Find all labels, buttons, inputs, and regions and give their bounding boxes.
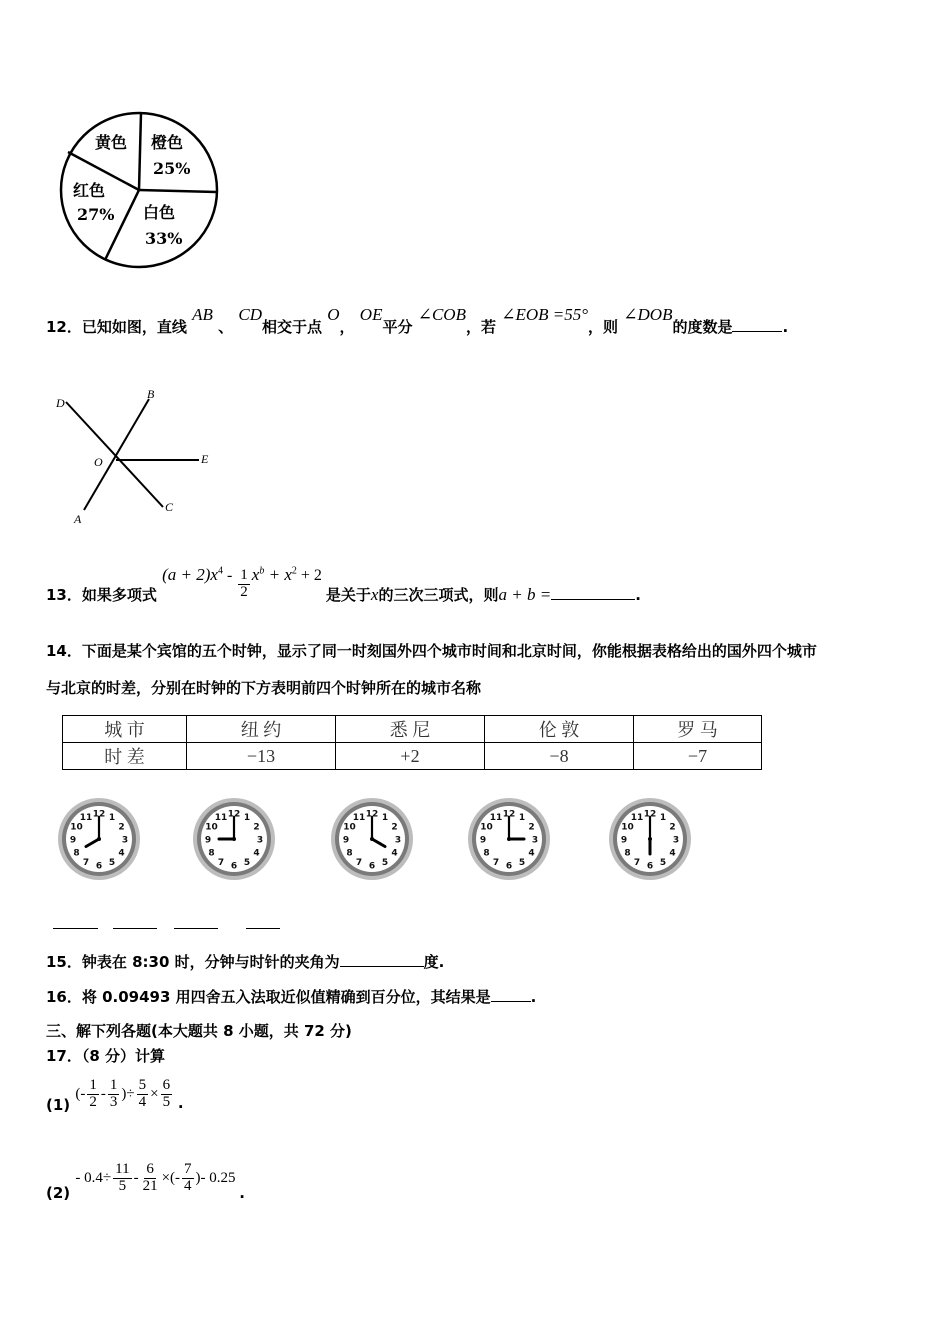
question-15 [46,951,444,972]
q17-p1-frac-4 [161,1078,173,1111]
q17-p2-f3-den: 4 [184,1177,192,1194]
section-3-heading: 三、解下列各题(本大题共 8 小题，共 72 分) [46,1022,352,1040]
q17-p1-f1-den: 2 [89,1093,97,1110]
clock-number: 11 [79,813,93,823]
table-cell-sydney: 悉 尼 [336,716,485,743]
q17-p1-end: . [177,1093,184,1112]
clock-center [370,837,374,841]
q15-number: 15． [46,953,82,971]
table-cell-newyork: 纽 约 [187,716,336,743]
clock-number: 1 [518,813,526,823]
clock-number: 9 [342,835,350,846]
clock-1 [55,795,143,883]
clock-number: 5 [108,858,116,868]
clock-number: 6 [230,861,238,872]
q16-number: 16． [46,988,82,1006]
q12-angle-dob: ∠DOB [623,305,673,324]
clock-number: 10 [621,822,634,833]
q17-p2-f1-num: 11 [115,1161,130,1177]
q17-p2-pre: - 0.4÷ [75,1169,112,1186]
q13-var-x: x [370,584,379,604]
q12-ray-oe: OE [359,305,383,324]
q13-polynomial [162,564,326,600]
clock-number: 8 [346,848,353,859]
clock-number: 5 [518,858,526,868]
clock-center [232,837,236,841]
clock-number: 12 [365,809,379,820]
q17-p1-expression [75,1077,177,1110]
q16-answer-blank [491,987,531,1002]
timezone-table [62,715,762,770]
q17-p2-expression [75,1161,239,1194]
q17-p2-label: (2) [46,1183,71,1202]
table-cell-rome: 罗 马 [634,716,762,743]
table-cell-london: 伦 敦 [485,716,634,743]
q17-p1-f3-num: 5 [138,1077,147,1093]
q17-p1-frac-1 [87,1078,99,1111]
label-c: C [165,500,174,514]
q17-p2-f2-den: 21 [142,1177,158,1194]
q17-p1-frac-3 [137,1078,149,1111]
pie-label-white: 白色 [143,203,176,222]
table-cell-diff-header: 时 差 [63,743,187,770]
question-16 [46,986,536,1007]
clock-number: 8 [208,848,215,859]
q12-end: . [782,318,789,336]
q14-line-1: 14．下面是某个宾馆的五个时钟，显示了同一时刻国外四个城市时间和北京时间，你能根据表格给出的国外四个城市 [46,642,817,660]
pie-percent-red: 27% [77,205,115,224]
clock-number: 9 [204,835,212,846]
clock-number: 4 [391,848,398,859]
clock-number: 4 [669,848,676,859]
q15-answer-blank [340,952,424,967]
clock-number: 7 [355,858,363,868]
clock-number: 11 [352,813,366,823]
q17-p2-minus: - [133,1169,139,1186]
clock-number: 3 [672,835,680,846]
q13-x-b: x [251,564,260,584]
clock-number: 3 [394,835,402,846]
clock-number: 2 [669,822,676,833]
q17-p2-f1-den: 5 [118,1177,127,1194]
clock-4 [465,795,553,883]
q13-frac-num: 1 [240,567,248,583]
clock-number: 10 [343,822,356,833]
clock-number: 12 [92,809,106,820]
table-cell-rome-diff: −7 [634,743,762,770]
clock-number: 4 [528,848,535,859]
pie-label-orange: 橙色 [151,133,184,152]
q17-p1-times: × [150,1085,159,1102]
q12-text-1: 已知如图，直线 [81,318,187,336]
clock-number: 1 [381,813,389,823]
q17-p1-open: (- [75,1085,86,1102]
q12-angle-cob: ∠COB [417,305,466,324]
q17-p1-f2-den: 3 [109,1093,118,1110]
q17-p1-f1-num: 1 [89,1077,97,1093]
q17-part-2 [46,1161,245,1202]
q13-exp-b: b [259,565,265,577]
q12-text-4: ，若 [465,318,496,336]
q13-expr-a: (a + 2)x [162,564,218,584]
question-13 [46,560,641,604]
clock-number: 10 [480,822,493,833]
q17-p2-post: )- 0.25 [195,1169,236,1186]
table-cell-newyork-diff: −13 [187,743,336,770]
q12-sep: 、 [218,318,234,336]
q13-a-plus-b: a + b = [498,584,552,604]
label-d: D [56,396,65,410]
q17-p1-close: )÷ [121,1085,135,1102]
q13-number: 13． [46,585,82,604]
q17-p1-f4-num: 6 [162,1077,171,1093]
q13-text-2: 是关于 [325,585,371,604]
clock-center [97,837,101,841]
clock-number: 2 [391,822,398,833]
q17-p2-frac-3 [182,1162,194,1195]
clock-number: 2 [118,822,125,833]
q13-frac-den: 2 [240,583,248,600]
q13-exp-2: 2 [291,565,297,577]
q17-p1-f4-den: 5 [162,1093,171,1110]
clock-number: 2 [528,822,535,833]
clock-number: 9 [620,835,628,846]
geometry-diagram [50,385,225,530]
q13-plus-x: + x [264,564,292,584]
clock-number: 10 [205,822,218,833]
q12-line-cd: CD [238,305,263,324]
q13-text-1: 如果多项式 [81,585,157,604]
label-o: O [94,455,103,469]
q14-line-2: 与北京的时差，分别在时钟的下方表明前四个时钟所在的城市名称 [46,679,482,697]
q12-text-3: 平分 [382,318,413,336]
q17-title: 17．（8 分）计算 [46,1047,166,1065]
clock-number: 7 [217,858,225,868]
q17-p2-frac-2 [141,1162,160,1195]
q13-fraction [238,568,250,601]
pie-label-red: 红色 [73,181,106,200]
clock-2 [190,795,278,883]
q12-number: 12． [46,318,82,336]
line-dc [66,402,163,507]
q12-text-6: 的度数是 [672,318,733,336]
q17-p1-f3-den: 4 [138,1093,147,1110]
q12-line-ab: AB [192,305,213,324]
clock-number: 7 [633,858,641,868]
clock-center [648,837,652,841]
q17-p2-frac-1 [113,1162,131,1195]
q17-p1-frac-2 [108,1078,120,1111]
table-cell-london-diff: −8 [485,743,634,770]
clock-answer-blank-2 [113,928,157,929]
q12-text-2: 相交于点 [262,318,323,336]
q17-p1-f2-num: 1 [109,1077,118,1093]
clock-center [507,837,511,841]
clock-number: 12 [643,809,657,820]
clock-number: 12 [502,809,516,820]
clock-number: 4 [253,848,260,859]
clock-number: 6 [368,861,376,872]
pie-percent-orange: 25% [153,159,191,178]
clock-number: 6 [505,861,513,872]
clock-number: 4 [118,848,125,859]
q17-part-1 [46,1077,184,1114]
clock-number: 6 [95,861,103,872]
clock-answer-blank-4 [246,928,280,929]
clock-number: 8 [624,848,631,859]
q16-text-2: . [530,988,537,1006]
clock-number: 3 [121,835,129,846]
q13-minus: - [222,566,237,584]
clock-number: 6 [646,861,654,872]
clock-3 [328,795,416,883]
q13-exp-4: 4 [217,565,223,577]
q17-p2-f3-num: 7 [184,1161,192,1177]
label-a: A [74,512,82,526]
clock-number: 12 [227,809,241,820]
pie-percent-white: 33% [145,229,183,248]
q12-text-5: ，则 [588,318,619,336]
clock-number: 8 [483,848,490,859]
label-b: B [147,387,155,401]
clock-number: 11 [630,813,644,823]
clock-number: 1 [659,813,667,823]
q12-angle-eob: ∠EOB =55° [501,305,589,324]
clock-number: 1 [108,813,116,823]
label-e: E [201,452,209,466]
table-row [63,743,762,770]
question-12 [46,305,789,337]
q17-p1-label: (1) [46,1095,71,1114]
clock-number: 11 [214,813,228,823]
clock-5 [606,795,694,883]
pie-label-yellow: 黄色 [95,133,128,152]
clock-number: 7 [82,858,90,868]
clock-answer-blank-3 [174,928,218,929]
clock-number: 3 [531,835,539,846]
table-cell-sydney-diff: +2 [336,743,485,770]
q15-text-1: 钟表在 8:30 时，分钟与时针的夹角为 [81,953,340,971]
clock-number: 2 [253,822,260,833]
clock-answer-blank-1 [53,928,98,929]
table-cell-city-header: 城 市 [63,716,187,743]
q13-plus-2: + 2 [296,566,322,584]
q15-text-2: 度. [423,953,445,971]
clock-number: 11 [489,813,503,823]
clock-number: 3 [256,835,264,846]
q17-p1-minus: - [100,1085,106,1102]
q13-end: . [635,585,641,604]
q13-answer-blank [551,585,635,600]
q17-p2-f2-num: 6 [146,1161,154,1177]
clock-number: 1 [243,813,251,823]
q12-point-o: O [327,305,340,324]
clock-number: 10 [70,822,83,833]
q12-answer-blank [732,317,782,332]
q13-text-3: 的三次三项式，则 [378,585,499,604]
q12-comma: ， [339,318,355,336]
clock-number: 9 [479,835,487,846]
q17-p2-end: . [239,1183,245,1202]
clock-number: 7 [492,858,500,868]
table-row [63,716,762,743]
clock-number: 5 [659,858,667,868]
pie-chart [55,110,223,272]
clock-number: 9 [69,835,77,846]
q16-text-1: 将 0.09493 用四舍五入法取近似值精确到百分位，其结果是 [81,988,491,1006]
clock-number: 5 [381,858,389,868]
clock-number: 8 [73,848,80,859]
clock-number: 5 [243,858,251,868]
q17-p2-mid: ×(- [161,1169,181,1186]
